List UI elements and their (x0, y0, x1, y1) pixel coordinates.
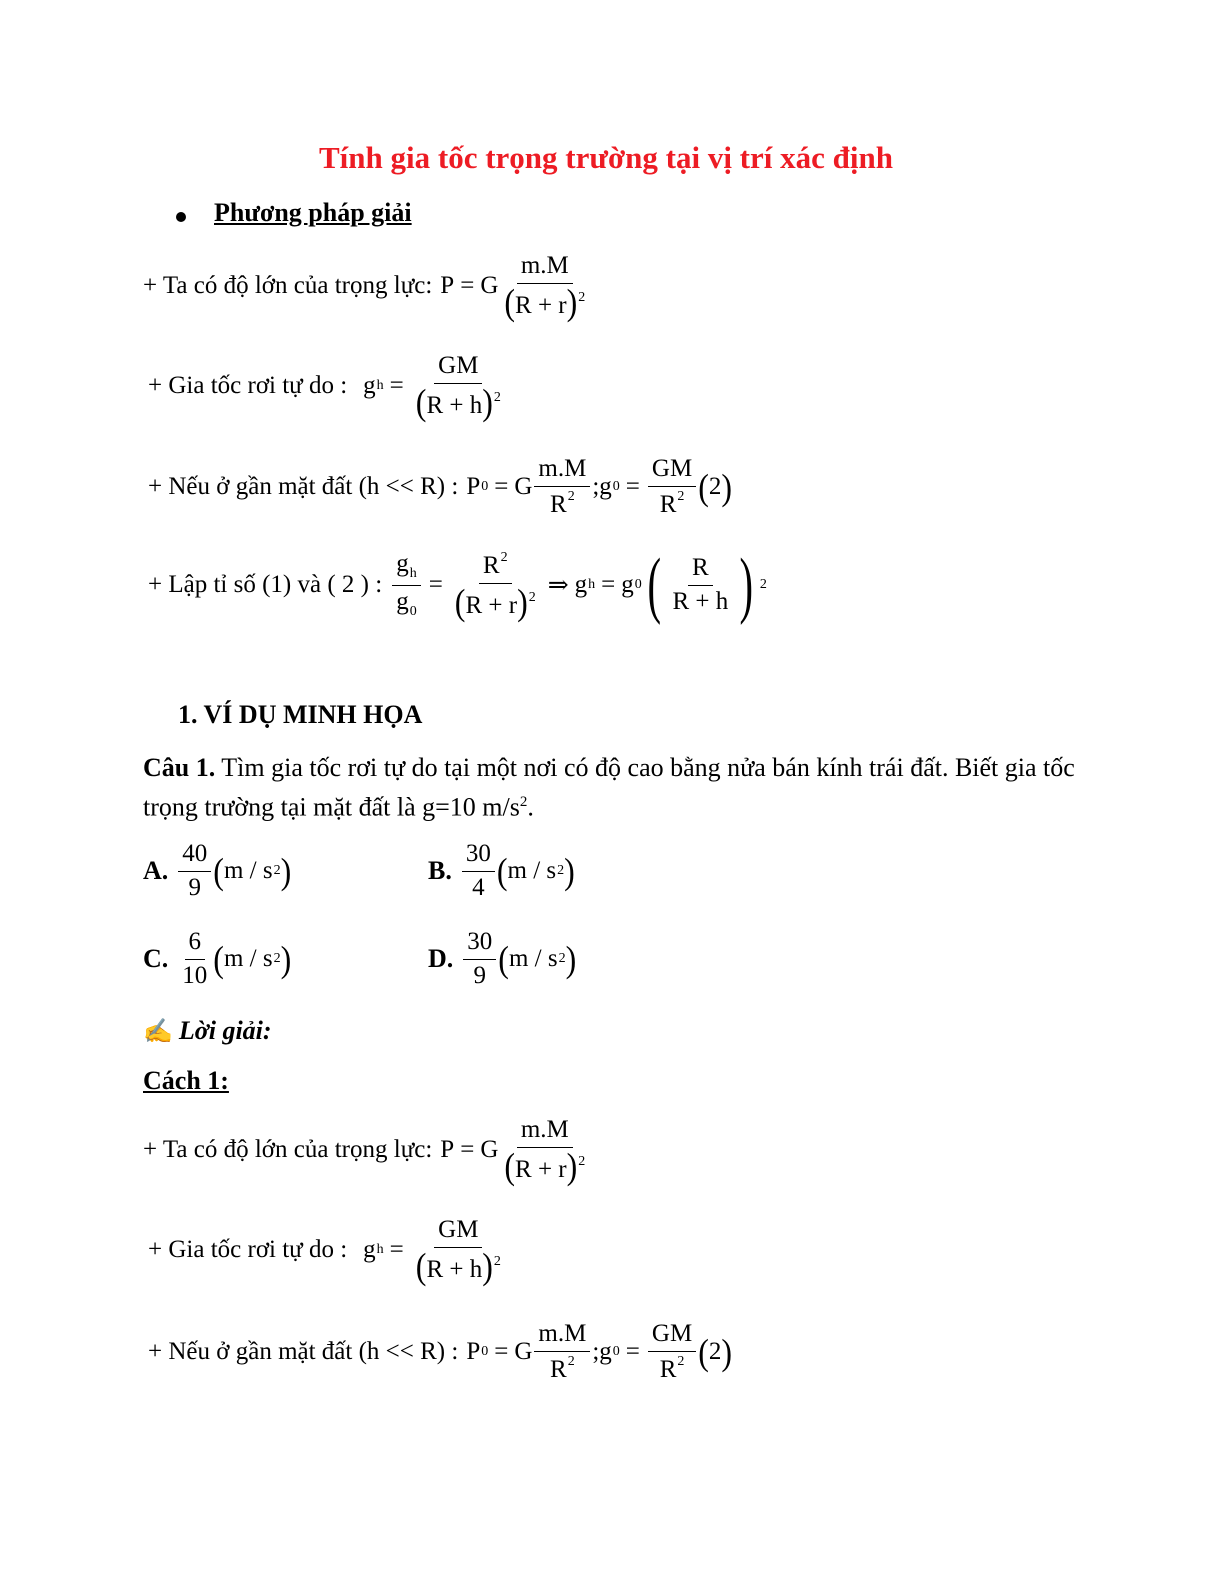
formula-ratio: + Lập tỉ số (1) và ( 2 ) : $\frac{g_h}{g_0}$ = $\frac{R^2}{(R + r)^2}$ ⇒ g h = g 0 ( $\frac{R}{R + h}$ ) 2 (148, 544, 767, 626)
formula-gravity-h-math: g h = $\frac{GM}{(R + h)^2}$ (363, 352, 501, 423)
option-d[interactable]: D. $\frac{30}{9}$ ( m / s 2 ) (428, 928, 577, 989)
formula-gravity-h: + Gia tốc rơi tự do : g h = $\frac{GM}{(R + h)^2}$ (148, 352, 507, 421)
question-1: Câu 1. Tìm gia tốc rơi tự do tại một nơi có độ cao bằng nửa bán kính trái đất. Biết gia tốc trọng trường tại mặt đất là g=10 $m/s^2$. (143, 753, 1075, 822)
option-c[interactable]: C. $\frac{6}{10}$ ( m / s 2 ) (143, 928, 292, 989)
formula-weight-math: P = G $\frac{m.M}{(R + r)^2}$ (440, 252, 586, 323)
formula-weight: + Ta có độ lớn của trọng lực: P = G $\frac{m.M}{(R + r)^2}$ (143, 252, 591, 321)
option-b[interactable]: B. $\frac{30}{4}$ ( m / s 2 ) (428, 840, 575, 901)
solution-formula-weight: + Ta có độ lớn của trọng lực: P = G $\frac{m.M}{(R + r)^2}$ (143, 1116, 586, 1187)
question-text: Tìm gia tốc rơi tự do tại một nơi có độ cao bằng nửa bán kính trái đất. Biết gia tốc trọng trường tại mặt đất là g=10 m/s (143, 753, 1075, 822)
solution-heading: ✍ Lời giải: (143, 1016, 272, 1045)
bullet-icon (176, 212, 186, 222)
formula-surface-math: P 0 = G $\frac{m.M}{R^2}$ ;g 0 = $\frac{GM}{R^2}$ ( 2 ) (466, 455, 733, 518)
method-heading: Phương pháp giải (214, 198, 412, 227)
formula-ratio-math: $\frac{g_h}{g_0}$ = $\frac{R^2}{(R + r)^2}$ ⇒ g h = g 0 ( $\frac{R}{R + h}$ ) 2 (390, 548, 767, 622)
question-label: Câu 1. (143, 753, 216, 782)
method-1-heading: Cách 1: (143, 1066, 229, 1095)
page-title: Tính gia tốc trọng trường tại vị trí xác định (319, 140, 893, 175)
solution-formula-gravity-h: + Gia tốc rơi tự do : g h = $\frac{GM}{(R + h)^2}$ (148, 1216, 501, 1287)
option-a[interactable]: A. $\frac{40}{9}$ ( m / s 2 ) (143, 840, 292, 901)
formula-surface: + Nếu ở gần mặt đất (h << R) : P 0 = G $\frac{m.M}{R^2}$ ;g 0 = $\frac{GM}{R^2}$ ( 2 ) (148, 455, 733, 518)
pen-icon: ✍ (143, 1019, 173, 1045)
solution-formula-surface: + Nếu ở gần mặt đất (h << R) : P 0 = G $\frac{m.M}{R^2}$ ;g 0 = $\frac{GM}{R^2}$ ( 2 ) (148, 1320, 733, 1383)
section-heading: 1. VÍ DỤ MINH HỌA (178, 700, 423, 729)
